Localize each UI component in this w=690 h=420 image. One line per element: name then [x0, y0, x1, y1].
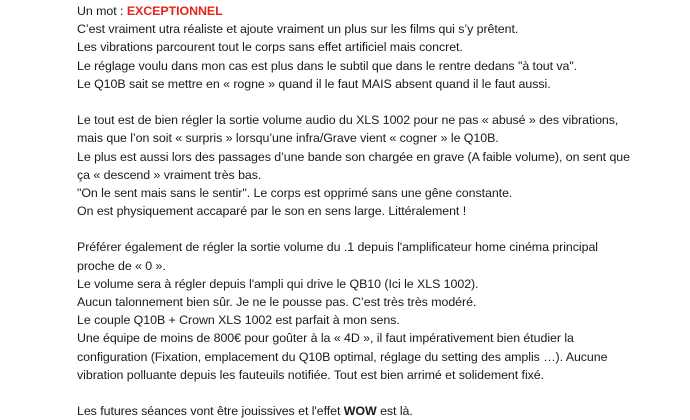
- closing-suffix: est là.: [376, 404, 413, 419]
- paragraph-line: "On le sent mais sans le sentir". Le corps est opprimé sans une gêne constante.: [77, 185, 513, 200]
- document-body: [77, 2, 685, 420]
- paragraph-line: proche de « 0 ».: [77, 258, 166, 273]
- paragraph-line: vibration polluante depuis les fauteuils notifiée. Tout est bien arrimé et solidement fixé.: [77, 367, 545, 382]
- paragraph-line: On est physiquement accaparé par le son en sens large. Littéralement !: [77, 204, 467, 219]
- closing-bold: WOW: [343, 404, 377, 419]
- paragraph-line: Aucun talonnement bien sûr. Je ne le pousse pas. C’est très très modéré.: [77, 295, 477, 309]
- paragraph-line: ça « descend » vraiment très bas.: [77, 167, 262, 182]
- closing-line: [77, 402, 685, 420]
- paragraph-line: Le réglage voulu dans mon cas est plus dans le subtil que dans le rentre dedans "à tout va".: [77, 58, 578, 73]
- paragraph-line: Le volume sera à régler depuis l'ampli qui drive le QB10 (Ici le XLS 1002).: [77, 276, 479, 291]
- intro-highlight: EXCEPTIONNEL: [126, 4, 223, 18]
- paragraph-line: Le Q10B sait se mettre en « rogne » quand il le faut MAIS absent quand il le faut aussi.: [77, 76, 551, 91]
- paragraph-3: [77, 238, 685, 384]
- paragraph-line: configuration (Fixation, emplacement du Q10B optimal, réglage du setting des amplis …). Aucune: [77, 349, 608, 364]
- paragraph-2: [77, 111, 685, 220]
- paragraph-spacer: [77, 384, 685, 402]
- intro-prefix: Un mot :: [77, 4, 127, 18]
- paragraph-line: Préférer également de régler la sortie volume du .1 depuis l'amplificateur home cinéma principal: [77, 240, 598, 255]
- paragraph-line: Une équipe de moins de 800€ pour goûter à la « 4D », il faut impérativement bien étudier la: [77, 331, 574, 346]
- paragraph-line: Les vibrations parcourent tout le corps sans effet artificiel mais concret.: [77, 40, 463, 55]
- paragraph-spacer: [77, 220, 685, 238]
- paragraph-line: Le tout est de bien régler la sortie volume audio du XLS 1002 pour ne pas « abusé » des vibrations,: [77, 113, 619, 128]
- paragraph-1: [77, 20, 685, 93]
- closing-prefix: Les futures séances vont être jouissives et l'effet: [77, 404, 344, 419]
- paragraph-line: Le couple Q10B + Crown XLS 1002 est parfait à mon sens.: [77, 313, 400, 328]
- paragraph-line: Le plus est aussi lors des passages d’une bande son chargée en grave (A faible volume), on sent que: [77, 149, 630, 164]
- paragraph-spacer: [77, 93, 685, 111]
- paragraph-line: mais que l’on soit « surpris » lorsqu’une infra/Grave vient « cogner » le Q10B.: [77, 131, 499, 146]
- intro-line: [77, 2, 685, 20]
- paragraph-line: C’est vraiment utra réaliste et ajoute vraiment un plus sur les films qui s’y prêtent.: [77, 22, 519, 37]
